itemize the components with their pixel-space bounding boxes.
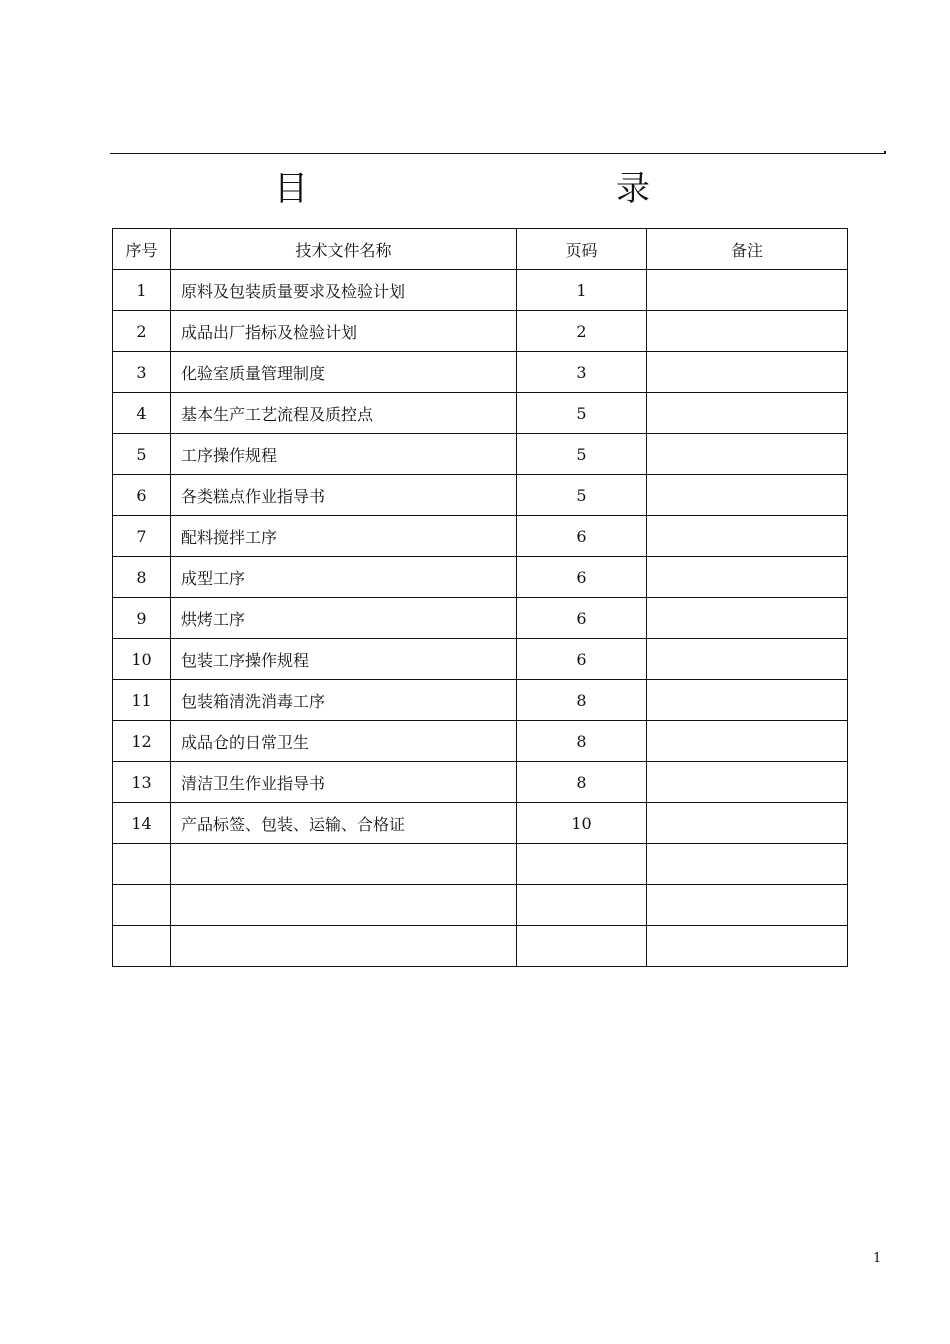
- table-row: [113, 475, 848, 516]
- row-no: 12: [113, 721, 171, 762]
- table-row: [113, 393, 848, 434]
- row-page: 3: [517, 352, 647, 393]
- row-page: 6: [517, 639, 647, 680]
- table-row: [113, 516, 848, 557]
- row-note: [647, 680, 848, 721]
- row-no: 6: [113, 475, 171, 516]
- row-name: [171, 926, 517, 967]
- row-name: 产品标签、包装、运输、合格证: [171, 803, 517, 844]
- table-row: [113, 557, 848, 598]
- row-note: [647, 270, 848, 311]
- row-name: 成品仓的日常卫生: [171, 721, 517, 762]
- table-row: [113, 721, 848, 762]
- row-name: 包装工序操作规程: [171, 639, 517, 680]
- table-row: [113, 352, 848, 393]
- row-no: 11: [113, 680, 171, 721]
- row-note: [647, 844, 848, 885]
- row-no: 1: [113, 270, 171, 311]
- row-page: 6: [517, 516, 647, 557]
- row-no: 2: [113, 311, 171, 352]
- header-page: 页码: [517, 229, 647, 270]
- row-note: [647, 721, 848, 762]
- row-page: 6: [517, 598, 647, 639]
- header-name: 技术文件名称: [171, 229, 517, 270]
- row-page: 8: [517, 721, 647, 762]
- row-page: 1: [517, 270, 647, 311]
- row-no: 14: [113, 803, 171, 844]
- row-note: [647, 311, 848, 352]
- row-page: 5: [517, 393, 647, 434]
- row-note: [647, 393, 848, 434]
- row-note: [647, 803, 848, 844]
- row-page: 8: [517, 680, 647, 721]
- row-note: [647, 885, 848, 926]
- table-row: [113, 434, 848, 475]
- row-page: [517, 885, 647, 926]
- row-no: 9: [113, 598, 171, 639]
- row-name: 工序操作规程: [171, 434, 517, 475]
- row-name: 基本生产工艺流程及质控点: [171, 393, 517, 434]
- row-no: 5: [113, 434, 171, 475]
- row-name: 成型工序: [171, 557, 517, 598]
- row-page: 2: [517, 311, 647, 352]
- row-name: [171, 844, 517, 885]
- row-note: [647, 434, 848, 475]
- row-page: 5: [517, 475, 647, 516]
- row-page: 5: [517, 434, 647, 475]
- row-no: [113, 885, 171, 926]
- row-no: [113, 926, 171, 967]
- row-note: [647, 762, 848, 803]
- header-no: 序号: [113, 229, 171, 270]
- row-no: 8: [113, 557, 171, 598]
- table-row: [113, 639, 848, 680]
- table-row: [113, 762, 848, 803]
- toc-body: [113, 270, 848, 967]
- row-page: 8: [517, 762, 647, 803]
- table-row: [113, 311, 848, 352]
- header-note: 备注: [647, 229, 848, 270]
- row-note: [647, 516, 848, 557]
- table-row: [113, 680, 848, 721]
- row-note: [647, 598, 848, 639]
- table-row-empty: [113, 885, 848, 926]
- row-name: 成品出厂指标及检验计划: [171, 311, 517, 352]
- row-no: 13: [113, 762, 171, 803]
- table-row: [113, 598, 848, 639]
- page-number: 1: [873, 1251, 882, 1266]
- table-header-row: [113, 229, 848, 270]
- row-note: [647, 557, 848, 598]
- row-name: 清洁卫生作业指导书: [171, 762, 517, 803]
- table-row-empty: [113, 844, 848, 885]
- row-no: 10: [113, 639, 171, 680]
- row-note: [647, 639, 848, 680]
- row-name: 配料搅拌工序: [171, 516, 517, 557]
- table-row: [113, 270, 848, 311]
- row-name: 烘烤工序: [171, 598, 517, 639]
- row-page: 10: [517, 803, 647, 844]
- row-note: [647, 352, 848, 393]
- row-no: [113, 844, 171, 885]
- row-no: 3: [113, 352, 171, 393]
- row-name: [171, 885, 517, 926]
- row-no: 7: [113, 516, 171, 557]
- row-name: 原料及包装质量要求及检验计划: [171, 270, 517, 311]
- table-row: [113, 803, 848, 844]
- header-rule: [110, 153, 886, 154]
- page-title: 目 录: [274, 169, 730, 209]
- row-note: [647, 926, 848, 967]
- row-page: [517, 926, 647, 967]
- row-note: [647, 475, 848, 516]
- table-row-empty: [113, 926, 848, 967]
- row-name: 化验室质量管理制度: [171, 352, 517, 393]
- row-no: 4: [113, 393, 171, 434]
- toc-table: [112, 228, 848, 967]
- row-name: 包装箱清洗消毒工序: [171, 680, 517, 721]
- row-name: 各类糕点作业指导书: [171, 475, 517, 516]
- header-rule-dot: [884, 151, 886, 153]
- row-page: [517, 844, 647, 885]
- row-page: 6: [517, 557, 647, 598]
